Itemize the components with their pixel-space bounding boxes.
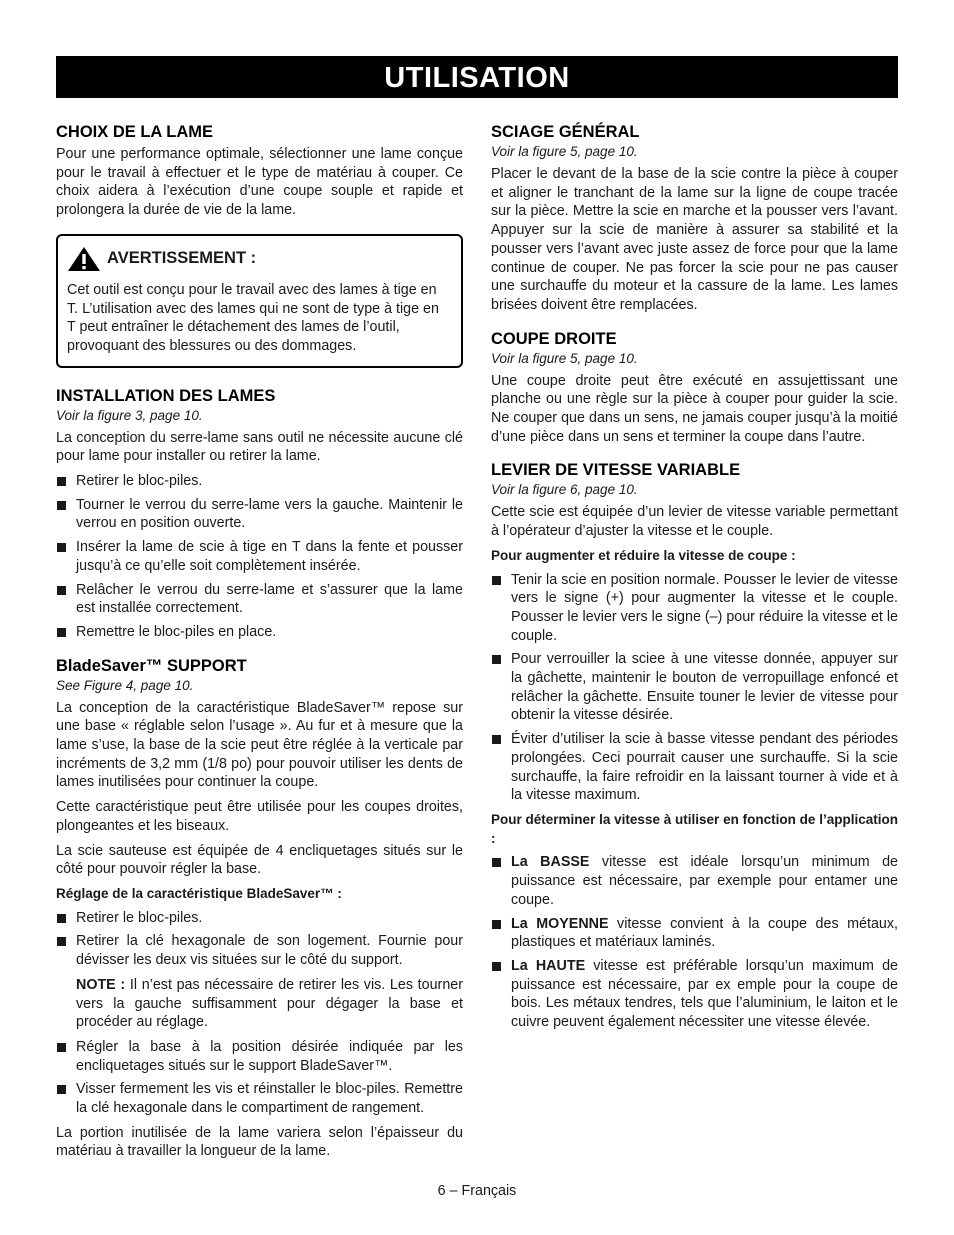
warning-box (56, 234, 463, 368)
bladesaver-paragraph-4: La portion inutilisée de la lame variera selon l’épaisseur du matériau à travailler la longueur de la lame. (56, 1124, 463, 1160)
coupe-figure-ref: Voir la figure 5, page 10. (491, 350, 638, 366)
levier-subheading-2: Pour déterminer la vitesse à utiliser en fonction de l’application : (491, 811, 898, 846)
speed-low-text: vitesse est idéale lorsqu’un minimum de puissance est nécessaire, par exemple pour entamer une coupe. (511, 854, 898, 908)
bladesaver-subheading: Réglage de la caractéristique BladeSaver™ : (56, 885, 342, 901)
speed-high-text: vitesse est préférable lorsqu’un maximum de puissance est nécessaire, par ex emple pour la coupe de bois. Les métaux tendres, tels que l’aluminium, le laiton et le cuivre peuvent également nécessiter une vitesse élevée. (511, 957, 898, 1031)
install-list (56, 472, 463, 642)
list-item (491, 915, 898, 952)
install-paragraph: La conception du serre-lame sans outil ne nécessite aucune clé pour lame pour installer ou retirer la lame. (56, 429, 463, 465)
list-item: Retirer le bloc-piles. (56, 472, 463, 491)
levier-figure-ref: Voir la figure 6, page 10. (491, 482, 638, 498)
bladesaver-figure-ref: See Figure 4, page 10. (56, 677, 194, 693)
warning-header (67, 246, 451, 272)
right-column (491, 122, 898, 1046)
section-choix (56, 122, 463, 220)
levier-list (491, 571, 898, 805)
list-item: Retirer la clé hexagonale de son logement. Fournie pour dévisser les deux vis situées sur le côté du support. (56, 932, 463, 969)
note-paragraph (56, 976, 463, 1032)
sciage-paragraph: Placer le devant de la base de la scie contre la pièce à couper et aligner le tranchant de la lame sur la ligne de coupe tracée sur la pièce. Mettre la scie en marche et la pousser vers l’avant. Appuyer sur la scie de manière à assurer sa stabilité et la pousser vers l’avant avec juste assez de force pour que la lame continue de couper. Ne pas forcer la scie pour ne pas causer une surchauffe du moteur et la cassure de la lame. Les lames brisées doivent être remplacées. (491, 166, 898, 313)
sciage-title: SCIAGE GÉNÉRAL (491, 123, 640, 141)
speed-high-label: La HAUTE (511, 957, 586, 974)
warning-triangle-icon (67, 246, 101, 272)
speed-medium-text: vitesse convient à la coupe des métaux, plastiques et matériaux laminés. (511, 915, 898, 951)
list-item: Régler la base à la position désirée indiquée par les encliquetages situés sur le support BladeSaver™. (56, 1038, 463, 1075)
bladesaver-paragraph-3: La scie sauteuse est équipée de 4 encliquetages situés sur le côté pour pouvoir régler la base. (56, 842, 463, 878)
levier-title: LEVIER DE VITESSE VARIABLE (491, 461, 741, 480)
bladesaver-paragraph-1: La conception de la caractéristique BladeSaver™ repose sur une base « réglable selon l’usage ». Au fur et à mesure que la lame s’use, la base de la scie peut être réglée à la verticale par incréments de 3,2 mm (1/8 po) pour pouvoir utiliser les dents de lames inutilisées pour continuer la coupe. (56, 699, 463, 791)
list-item: Tourner le verrou du serre-lame vers la gauche. Maintenir le verrou en position ouverte. (56, 496, 463, 533)
section-levier (491, 460, 898, 1031)
levier-subheading-1: Pour augmenter et réduire la vitesse de coupe : (491, 547, 796, 563)
page-banner: UTILISATION (56, 56, 898, 98)
coupe-paragraph: Une coupe droite peut être exécuté en assujettissant une planche ou une règle sur la pièce à couper pour guider la scie. Ne couper que dans un sens, ne jamais couper jusqu’à la moitié d’une pièce dans un sens et terminer la coupe dans l’autre. (491, 372, 898, 445)
speed-list (491, 853, 898, 1031)
speed-medium-label: La MOYENNE (511, 915, 609, 932)
choix-title: CHOIX DE LA LAME (56, 123, 214, 141)
list-item: Insérer la lame de scie à tige en T dans la fente et pousser jusqu’à ce qu’elle soit complètement insérée. (56, 538, 463, 575)
sciage-figure-ref: Voir la figure 5, page 10. (491, 144, 638, 159)
list-item: Relâcher le verrou du serre-lame et s’assurer que la lame est installée correctement. (56, 581, 463, 618)
list-item: Éviter d’utiliser la scie à basse vitesse pendant des périodes prolongées. Ceci pourrait causer une surchauffe. Si la scie surchauffe, la faire refroidir en la laissant tourner à vide et à la vitesse maximum. (491, 730, 898, 805)
list-item: Retirer le bloc-piles. (56, 909, 463, 928)
list-item: Pour verrouiller la sciee à une vitesse donnée, appuyer sur la gâchette, maintenir le bouton de verropuillage enfoncé et relâcher la gâchette. Ensuite touner le levier de vitesse pour obtenir la vitesse désirée. (491, 650, 898, 725)
section-sciage (491, 122, 898, 315)
warning-title: AVERTISSEMENT : (107, 249, 257, 268)
section-coupe-droite (491, 329, 898, 447)
bladesaver-paragraph-2: Cette caractéristique peut être utilisée pour les coupes droites, plongeantes et les biseaux. (56, 799, 463, 834)
left-column (56, 122, 463, 1175)
list-item: Visser fermement les vis et réinstaller le bloc-piles. Remettre la clé hexagonale dans le compartiment de rangement. (56, 1080, 463, 1117)
section-installation (56, 386, 463, 642)
page-footer: 6 – Français (437, 1183, 517, 1199)
choix-paragraph: Pour une performance optimale, sélectionner une lame conçue pour le travail à effectuer et le type de matériau à couper. Ce choix aidera à l’exécution d’une coupe souple et rapide et prolongera la durée de vie de la lame. (56, 146, 463, 219)
list-item: Tenir la scie en position normale. Pousser le levier de vitesse vers le signe (+) pour augmenter la vitesse et le couple. Pousser le levier vers le signe (–) pour réduire la vitesse et le couple. (491, 571, 898, 646)
bladesaver-title: BladeSaver™ SUPPORT (56, 656, 247, 675)
coupe-title: COUPE DROITE (491, 329, 617, 348)
list-item (491, 957, 898, 1032)
note-text: Il n’est pas nécessaire de retirer les vis. Les tourner vers la gauche suffisamment pour dégager la base et procéder au réglage. (76, 976, 463, 1031)
warning-text: Cet outil est conçu pour le travail avec des lames à tige en T. L’utilisation avec des lames qui ne sont de type à tige en T peut entraîner le détachement des lames de l’outil, provoquant des blessures ou des dommages. (67, 281, 439, 354)
install-figure-ref: Voir la figure 3, page 10. (56, 407, 203, 423)
list-item: Remettre le bloc-piles en place. (56, 623, 463, 642)
list-item (491, 853, 898, 909)
section-bladesaver (56, 656, 463, 1161)
install-title: INSTALLATION DES LAMES (56, 386, 276, 405)
bladesaver-list-2 (56, 1038, 463, 1118)
note-label: NOTE : (76, 976, 126, 993)
bladesaver-list (56, 909, 463, 970)
speed-low-label: La BASSE (511, 854, 590, 871)
levier-paragraph: Cette scie est équipée d’un levier de vitesse variable permettant à l’opérateur d’ajuster la vitesse et le couple. (491, 504, 898, 540)
